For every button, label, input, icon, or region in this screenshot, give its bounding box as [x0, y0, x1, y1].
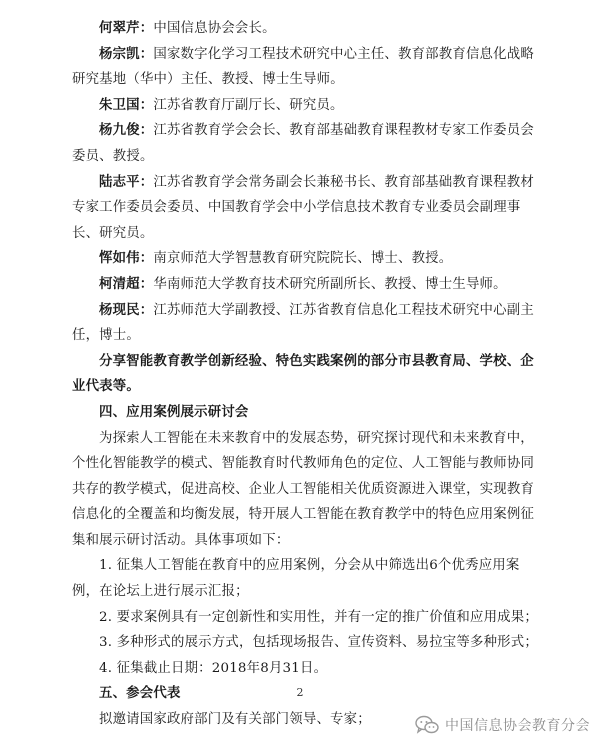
- section-heading-5: 五、参会代表: [99, 685, 181, 702]
- section4-item-2: 2. 要求案例具有一定创新性和实用性，并有一定的推广价值和应用成果；: [99, 609, 538, 625]
- section-heading-4: 四、应用案例展示研讨会: [99, 403, 249, 420]
- page-number: 2: [296, 686, 304, 699]
- member-entry: [72, 298, 542, 349]
- section4-item-3: 3. 多种形式的展示方式，包括现场报告、宣传资料、易拉宝等多种形式；: [99, 635, 538, 651]
- member-desc: 江苏省教育学会常务副会长兼秘书长、教育部基础教育课程教材专家工作委员会委员、中国教育学会中小学信息技术教育专业委员会副理事长、研究员。: [72, 174, 534, 241]
- wechat-icon: [415, 715, 439, 735]
- member-desc: 国家数字化学习工程技术研究中心主任、教育部教育信息化战略研究基地（华中）主任、教授、博士生导师。: [72, 46, 534, 88]
- member-name: 杨九俊：: [99, 122, 154, 139]
- member-desc: 中国信息协会会长。: [153, 21, 276, 36]
- member-name: 陆志平：: [99, 173, 154, 190]
- member-desc: 江苏师范大学副教授、江苏省教育信息化工程技术研究中心副主任，博士。: [72, 302, 534, 344]
- section5-line: 拟邀请国家政府部门及有关部门领导、专家；: [99, 712, 371, 728]
- section4-intro: 为探索人工智能在未来教育中的发展态势，研究探讨现代和未来教育中，个性化智能教学的模式、智能教育时代教师角色的定位、人工智能与教师协同共存的教学模式，促进高校、企业人工智能相关优质资源进入课堂，实现教育信息化的全覆盖和均衡发展，特开展人工智能在教育教学中的特色应用案例征集和展示研讨活动。具体事项如下：: [72, 430, 535, 548]
- member-desc: 华南师范大学教育技术研究所副所长、教授、博士生导师。: [153, 276, 507, 292]
- member-desc: 南京师范大学智慧教育研究院院长、博士、教授。: [153, 251, 453, 267]
- share-note: 分享智能教育教学创新经验、特色实践案例的部分市县教育局、学校、企业代表等。: [72, 352, 534, 395]
- section4-item-4: 4. 征集截止日期：2018年8月31日。: [99, 660, 328, 676]
- member-entry: [72, 118, 542, 169]
- section4-item-1: 1. 征集人工智能在教育中的应用案例，分会从中筛选出6个优秀应用案例，在论坛上进行展示汇报；: [72, 558, 520, 600]
- member-name: 杨现民：: [99, 301, 154, 318]
- member-entry: [72, 272, 542, 298]
- member-desc: 江苏省教育厅副厅长、研究员。: [153, 97, 344, 113]
- member-entry: [72, 246, 542, 272]
- document-body: [72, 16, 542, 733]
- watermark: [415, 712, 590, 738]
- member-name: 柯清超：: [99, 275, 154, 292]
- member-entry: [72, 42, 542, 93]
- member-name: 朱卫国：: [99, 96, 154, 113]
- member-name: 恽如伟：: [99, 250, 154, 267]
- member-entry: [72, 93, 542, 119]
- watermark-text: 中国信息协会教育分会: [445, 718, 590, 734]
- member-name: 杨宗凯：: [99, 45, 154, 62]
- member-name: 何翠芹：: [99, 20, 154, 36]
- member-entry: [72, 16, 542, 42]
- member-entry: [72, 170, 542, 247]
- member-desc: 江苏省教育学会会长、教育部基础教育课程教材专家工作委员会委员、教授。: [72, 123, 534, 164]
